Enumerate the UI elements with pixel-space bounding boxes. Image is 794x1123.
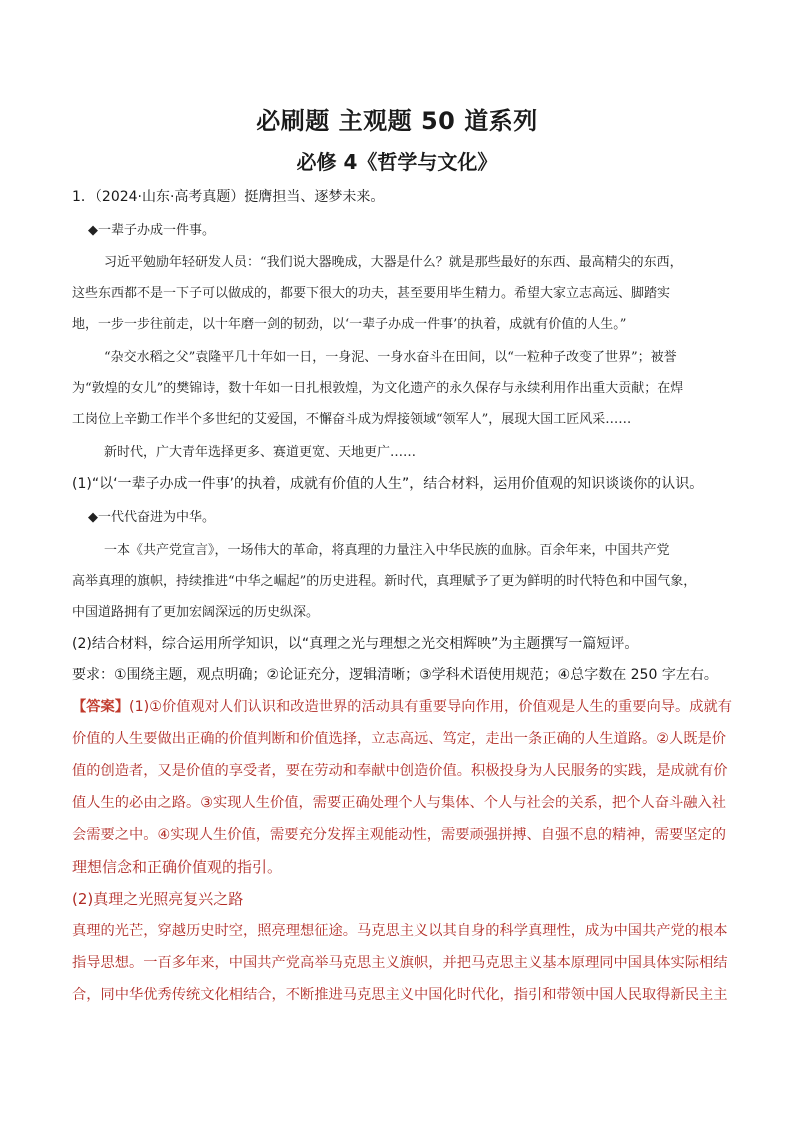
answer-label: 【答案】 xyxy=(72,699,130,715)
page-title: 必刷题 主观题 50 道系列 xyxy=(256,107,538,135)
answer-line: (2)真理之光照亮复兴之路 xyxy=(72,890,244,908)
answer-line: 理想信念和正确价值观的指引。 xyxy=(72,858,283,876)
sub-question-1: (1)“以‘一辈子办成一件事’的执着，成就有价值的人生”，结合材料，运用价值观的知识谈谈你的认识。 xyxy=(72,476,704,492)
answer-line: 真理的光芒，穿越历史时空，照亮理想征途。马克思主义以其自身的科学真理性，成为中国共产党的根本 xyxy=(72,923,728,939)
material-line: 高举真理的旗帜，持续推进“中华之崛起”的历史进程。新时代，真理赋予了更为鲜明的时代特色和中国气象， xyxy=(72,574,697,589)
material-line: 地，一步一步往前走，以十年磨一剑的韧劲，以‘一辈子办成一件事’的执着，成就有价值的人生。” xyxy=(72,317,627,332)
requirements: 要求：①围绕主题，观点明确；②论证充分，逻辑清晰；③学科术语使用规范；④总字数在 250 字左右。 xyxy=(72,667,718,683)
section2-heading: ◆一代代奋进为中华。 xyxy=(88,510,215,525)
section1-heading: ◆一辈子办成一件事。 xyxy=(88,223,215,238)
answer-line: 指导思想。一百多年来，中国共产党高举马克思主义旗帜，并把马克思主义基本原理同中国具体实际相结 xyxy=(72,955,728,971)
material-line: 工岗位上辛勤工作半个多世纪的艾爱国，不懈奋斗成为焊接领域“领军人”，展现大国工匠风采…… xyxy=(72,412,632,427)
material-line: “杂交水稻之父”袁隆平几十年如一日，一身泥、一身水奋斗在田间，以“一粒种子改变了世界”；被誉 xyxy=(104,350,677,365)
material-line: 习近平勉励年轻研发人员：“我们说大器晚成，大器是什么？就是那些最好的东西、最高精尖的东西， xyxy=(104,255,683,270)
answer-line: 价值的人生要做出正确的价值判断和价值选择，立志高远、笃定，走出一条正确的人生道路。②人既是价 xyxy=(72,731,727,747)
answer-text: (1)①价值观对人们认识和改造世界的活动具有重要导向作用，价值观是人生的重要向导。成就有 xyxy=(129,699,732,715)
material-line: 中国道路拥有了更加宏阔深远的历史纵深。 xyxy=(72,605,320,620)
material-line: 一本《共产党宣言》，一场伟大的革命，将真理的力量注入中华民族的血脉。百余年来，中国共产党 xyxy=(104,543,670,558)
material-line: 这些东西都不是一下子可以做成的，都要下很大的功夫，甚至要用毕生精力。希望大家立志高远、脚踏实 xyxy=(72,286,671,301)
answer-line: 合，同中华优秀传统文化相结合，不断推进马克思主义中国化时代化，指引和带领中国人民取得新民主主 xyxy=(72,987,728,1003)
material-line: 为“敦煌的女儿”的樊锦诗，数十年如一日扎根敦煌，为文化遗产的永久保存与永续利用作出重大贡献；在焊 xyxy=(72,381,684,396)
answer-line: 值的创造者，又是价值的享受者，要在劳动和奉献中创造价值。积极投身为人民服务的实践，是成就有价 xyxy=(72,763,728,779)
answer-first-line xyxy=(72,696,732,716)
sub-question-2: (2)结合材料，综合运用所学知识，以“真理之光与理想之光交相辉映”为主题撰写一篇短评。 xyxy=(72,636,639,652)
page-subtitle: 必修 4《哲学与文化》 xyxy=(296,150,498,174)
answer-line: 值人生的必由之路。③实现人生价值，需要正确处理个人与集体、个人与社会的关系，把个人奋斗融入社 xyxy=(72,795,727,811)
material-line: 新时代，广大青年选择更多、赛道更宽、天地更广…… xyxy=(104,445,417,460)
question-stem: 1．（2024·山东·高考真题）挺膺担当、逐梦未来。 xyxy=(72,189,385,205)
answer-line: 会需要之中。④实现人生价值，需要充分发挥主观能动性，需要顽强拼搏、自强不息的精神，需要坚定的 xyxy=(72,827,727,843)
